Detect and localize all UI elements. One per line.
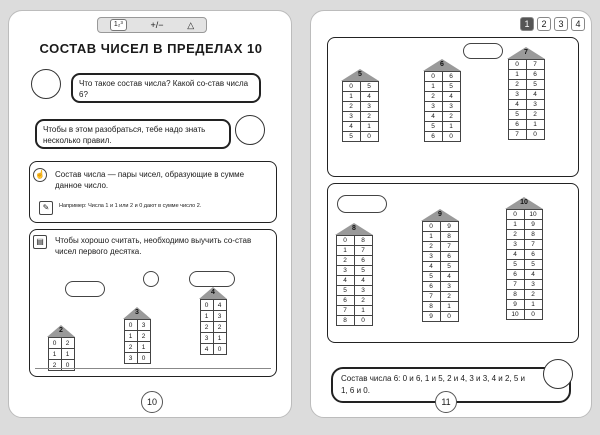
house-cell: 8 (336, 316, 354, 326)
example-text: Например: Числа 1 и 1 или 2 и 0 дают в сумме число 2. (59, 203, 202, 209)
house-cell: 6 (424, 132, 442, 142)
house-cell: 3 (422, 252, 440, 262)
house-number: 10 (520, 199, 528, 206)
house-cell: 8 (440, 232, 458, 242)
pager-item-4[interactable]: 4 (571, 17, 585, 31)
house-cell: 1 (342, 92, 360, 102)
house-cell: 8 (422, 302, 440, 312)
house-cell: 3 (354, 286, 372, 296)
page-number: 10 (141, 391, 163, 413)
house-number: 4 (211, 289, 215, 296)
study-text: Чтобы хорошо считать, необходимо выучить со-став чисел первого десятка. (55, 236, 252, 256)
house-cell: 5 (442, 82, 460, 92)
house-cell: 3 (336, 266, 354, 276)
house-cell: 2 (506, 230, 524, 240)
left-page (8, 10, 292, 418)
house-cell: 7 (422, 292, 440, 302)
house-10 (505, 197, 543, 320)
page-title: СОСТАВ ЧИСЕЛ В ПРЕДЕЛАХ 10 (39, 41, 263, 56)
house-cell: 1 (508, 70, 526, 80)
cloud-icon (463, 43, 503, 59)
house-4: 4 0 4 1 3 2 2 3 1 4 0 (199, 287, 227, 355)
house-cell: 4 (524, 270, 542, 280)
house-2: 2 0 2 1 1 2 0 (47, 325, 75, 371)
triangle-icon: △ (187, 19, 195, 30)
house-cell: 5 (424, 122, 442, 132)
house-cell: 1 (526, 120, 544, 130)
book-icon: ▤ (33, 235, 47, 249)
house-8 (335, 223, 373, 326)
house-cell: 5 (524, 260, 542, 270)
house-number: 8 (352, 225, 356, 232)
house-cell: 2 (442, 112, 460, 122)
house-cell: 7 (506, 280, 524, 290)
page-number: 11 (435, 391, 457, 413)
house-cell: 6 (354, 256, 372, 266)
house-cell: 5 (508, 110, 526, 120)
house-cell: 3 (526, 100, 544, 110)
house-cell: 1 (424, 82, 442, 92)
teacher-avatar-icon (235, 115, 265, 145)
house-cell: 4 (526, 90, 544, 100)
house-cell: 2 (524, 290, 542, 300)
house-9 (421, 209, 459, 322)
house-cell: 3 (442, 102, 460, 112)
house-cell: 4 (442, 92, 460, 102)
cloud-icon (337, 195, 387, 213)
house-cell: 6 (442, 72, 460, 82)
house-cell: 6 (524, 250, 542, 260)
sun-icon (143, 271, 159, 287)
house-cell: 2 (354, 296, 372, 306)
house-cell: 1 (360, 122, 378, 132)
house-cell: 9 (422, 312, 440, 322)
house-cell: 2 (422, 242, 440, 252)
house-cell: 0 (524, 310, 542, 320)
cloud-icon (189, 271, 235, 287)
pager-item-3[interactable]: 3 (554, 17, 568, 31)
house-cell: 4 (508, 100, 526, 110)
house-number: 2 (59, 327, 63, 334)
house-cell: 9 (440, 222, 458, 232)
house-cell: 2 (526, 110, 544, 120)
house-cell: 6 (440, 252, 458, 262)
house-7 (507, 47, 545, 140)
house-cell: 6 (506, 270, 524, 280)
house-cell: 5 (526, 80, 544, 90)
hint-text: Чтобы в этом разобраться, тебе надо знать несколько правил. (43, 125, 206, 145)
house-cell: 10 (506, 310, 524, 320)
house-cell: 0 (506, 210, 524, 220)
house-cell: 0 (422, 222, 440, 232)
house-number: 7 (524, 49, 528, 56)
house-cell: 2 (508, 80, 526, 90)
house-cell: 3 (524, 280, 542, 290)
house-number: 5 (358, 71, 362, 78)
house-cell: 7 (508, 130, 526, 140)
house-3: 3 0 3 1 2 2 1 3 0 (123, 307, 151, 364)
hint-bubble (35, 119, 231, 149)
house-cell: 4 (424, 112, 442, 122)
house-cell: 4 (336, 276, 354, 286)
house-cell: 7 (440, 242, 458, 252)
house-cell: 8 (524, 230, 542, 240)
house-cell: 2 (336, 256, 354, 266)
house-number: 6 (440, 61, 444, 68)
house-cell: 8 (506, 290, 524, 300)
house-cell: 4 (506, 250, 524, 260)
house-cell: 5 (336, 286, 354, 296)
house-cell: 3 (424, 102, 442, 112)
house-cell: 4 (360, 92, 378, 102)
house-cell: 7 (336, 306, 354, 316)
house-cell: 7 (354, 246, 372, 256)
house-cell: 4 (342, 122, 360, 132)
house-cell: 0 (336, 236, 354, 246)
house-cell: 3 (360, 102, 378, 112)
top-toolbar (97, 17, 207, 33)
house-cell: 3 (440, 282, 458, 292)
house-cell: 10 (524, 210, 542, 220)
house-cell: 2 (440, 292, 458, 302)
house-5 (341, 69, 379, 142)
house-number: 3 (135, 309, 139, 316)
house-cell: 3 (508, 90, 526, 100)
house-cell: 6 (508, 120, 526, 130)
girl-avatar-icon (543, 359, 573, 389)
house-cell: 6 (336, 296, 354, 306)
ground-line (35, 368, 271, 369)
house-cell: 7 (524, 240, 542, 250)
house-cell: 0 (342, 82, 360, 92)
house-cell: 1 (506, 220, 524, 230)
number-chip: 1₂³ (110, 19, 127, 31)
house-cell: 6 (422, 282, 440, 292)
house-cell: 5 (440, 262, 458, 272)
question-text: Что такое состав числа? Какой со-став числа 6? (79, 79, 249, 99)
house-cell: 2 (342, 102, 360, 112)
question-bubble (71, 73, 261, 103)
house-cell: 5 (506, 260, 524, 270)
plus-minus-icon: +/− (150, 20, 164, 30)
house-cell: 1 (524, 300, 542, 310)
house-cell: 2 (360, 112, 378, 122)
house-cell: 4 (440, 272, 458, 282)
house-cell: 0 (442, 132, 460, 142)
house-cell: 4 (422, 262, 440, 272)
house-cell: 0 (526, 130, 544, 140)
right-page (310, 10, 592, 418)
house-cell: 1 (422, 232, 440, 242)
house-cell: 5 (422, 272, 440, 282)
house-cell: 1 (440, 302, 458, 312)
pager-item-2[interactable]: 2 (537, 17, 551, 31)
cloud-icon (65, 281, 105, 297)
house-cell: 0 (360, 132, 378, 142)
house-cell: 4 (354, 276, 372, 286)
house-cell: 7 (526, 60, 544, 70)
summary-text: Состав числа 6: 0 и 6, 1 и 5, 2 и 4, 3 и 3, 4 и 2, 5 и 1, 6 и 0. (341, 374, 526, 395)
house-cell: 3 (342, 112, 360, 122)
touch-icon: ☝ (33, 168, 47, 182)
house-number: 9 (438, 211, 442, 218)
pencil-icon: ✎ (39, 201, 53, 215)
house-cell: 5 (354, 266, 372, 276)
house-6 (423, 59, 461, 142)
girl-avatar-icon (31, 69, 61, 99)
house-cell: 1 (354, 306, 372, 316)
house-cell: 0 (508, 60, 526, 70)
house-cell: 5 (360, 82, 378, 92)
page-pager (520, 17, 585, 31)
house-cell: 5 (342, 132, 360, 142)
rule-text: Состав числа — пары чисел, образующие в сумме данное число. (55, 170, 245, 190)
house-cell: 1 (442, 122, 460, 132)
house-cell: 0 (440, 312, 458, 322)
pager-item-1[interactable]: 1 (520, 17, 534, 31)
house-cell: 1 (336, 246, 354, 256)
house-cell: 3 (506, 240, 524, 250)
house-cell: 8 (354, 236, 372, 246)
house-cell: 0 (424, 72, 442, 82)
house-cell: 9 (524, 220, 542, 230)
house-cell: 9 (506, 300, 524, 310)
house-cell: 2 (424, 92, 442, 102)
house-cell: 0 (354, 316, 372, 326)
house-cell: 6 (526, 70, 544, 80)
